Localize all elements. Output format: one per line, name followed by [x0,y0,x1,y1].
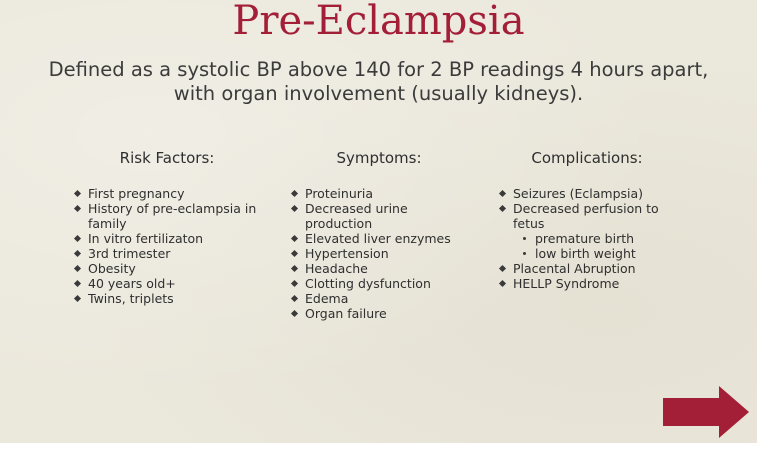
list-item: Clotting dysfunction [289,276,469,291]
list-item: Placental Abruption [497,261,677,276]
sub-list-item: low birth weight [497,246,677,261]
list-item: Edema [289,291,469,306]
list-item: History of pre-eclampsia in family [72,201,262,231]
list-item: In vitro fertilizaton [72,231,262,246]
list-item: Seizures (Eclampsia) [497,186,677,201]
arrow-right-icon[interactable] [663,386,749,438]
list-item: Organ failure [289,306,469,321]
next-slide-arrow[interactable] [663,386,749,438]
risk-factors-heading: Risk Factors: [119,149,215,167]
complications-list [497,186,677,291]
list-item: Hypertension [289,246,469,261]
complications-heading: Complications: [531,149,643,167]
list-item: Decreased perfusion to fetus [497,201,677,231]
list-item: Elevated liver enzymes [289,231,469,246]
list-item: 3rd trimester [72,246,262,261]
symptoms-list [289,186,469,321]
list-item: Decreased urine production [289,201,469,231]
list-item: Obesity [72,261,262,276]
sub-list-item: premature birth [497,231,677,246]
list-item: Headache [289,261,469,276]
slide-title: Pre-Eclampsia [232,0,525,44]
slide-subtitle: Defined as a systolic BP above 140 for 2 BP readings 4 hours apart, with organ involvement (usually kidneys). [48,58,709,105]
list-item: Proteinuria [289,186,469,201]
list-item: 40 years old+ [72,276,262,291]
symptoms-column [289,148,469,321]
symptoms-heading: Symptoms: [336,149,422,167]
list-item: First pregnancy [72,186,262,201]
complications-column [497,148,677,291]
list-item: Twins, triplets [72,291,262,306]
list-item: HELLP Syndrome [497,276,677,291]
risk-factors-list [72,186,262,306]
risk-factors-column [72,148,262,306]
